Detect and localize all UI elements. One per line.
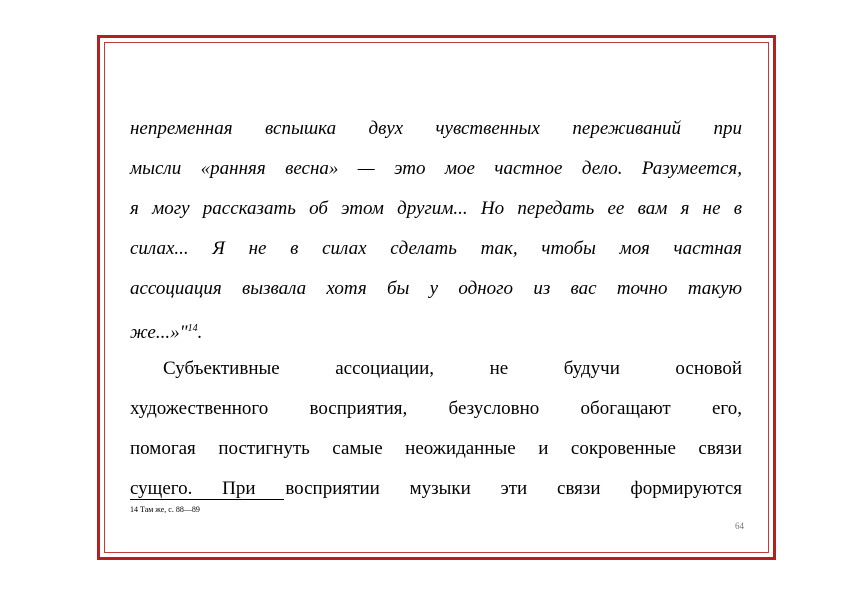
quote-end-punctuation: . xyxy=(197,322,203,343)
body-line: художественного восприятия, безусловно обогащают его, xyxy=(130,398,742,419)
quote-line: ассоциация вызвала хотя бы у одного из вас точно такую xyxy=(130,278,742,299)
quote-line-text: же...»" xyxy=(130,322,188,343)
page-number: 64 xyxy=(735,521,744,531)
body-line: Субъективные ассоциации, не будучи основой xyxy=(163,358,742,379)
body-line: сущего. При восприятии музыки эти связи формируются xyxy=(130,478,742,499)
quote-line: я могу рассказать об этом другим... Но передать ее вам я не в xyxy=(130,198,742,219)
body-line: помогая постигнуть самые неожиданные и сокровенные связи xyxy=(130,438,742,459)
quote-line: мысли «ранняя весна» — это мое частное дело. Разумеется, xyxy=(130,158,742,179)
quote-last-line xyxy=(130,317,742,345)
quote-line: непременная вспышка двух чувственных переживаний при xyxy=(130,118,742,139)
footnote-separator xyxy=(130,499,284,500)
footnote: 14 Там же, с. 88—89 xyxy=(130,505,200,514)
footnote-reference: 14 xyxy=(187,323,198,334)
quote-line: силах... Я не в силах сделать так, чтобы моя частная xyxy=(130,238,742,259)
